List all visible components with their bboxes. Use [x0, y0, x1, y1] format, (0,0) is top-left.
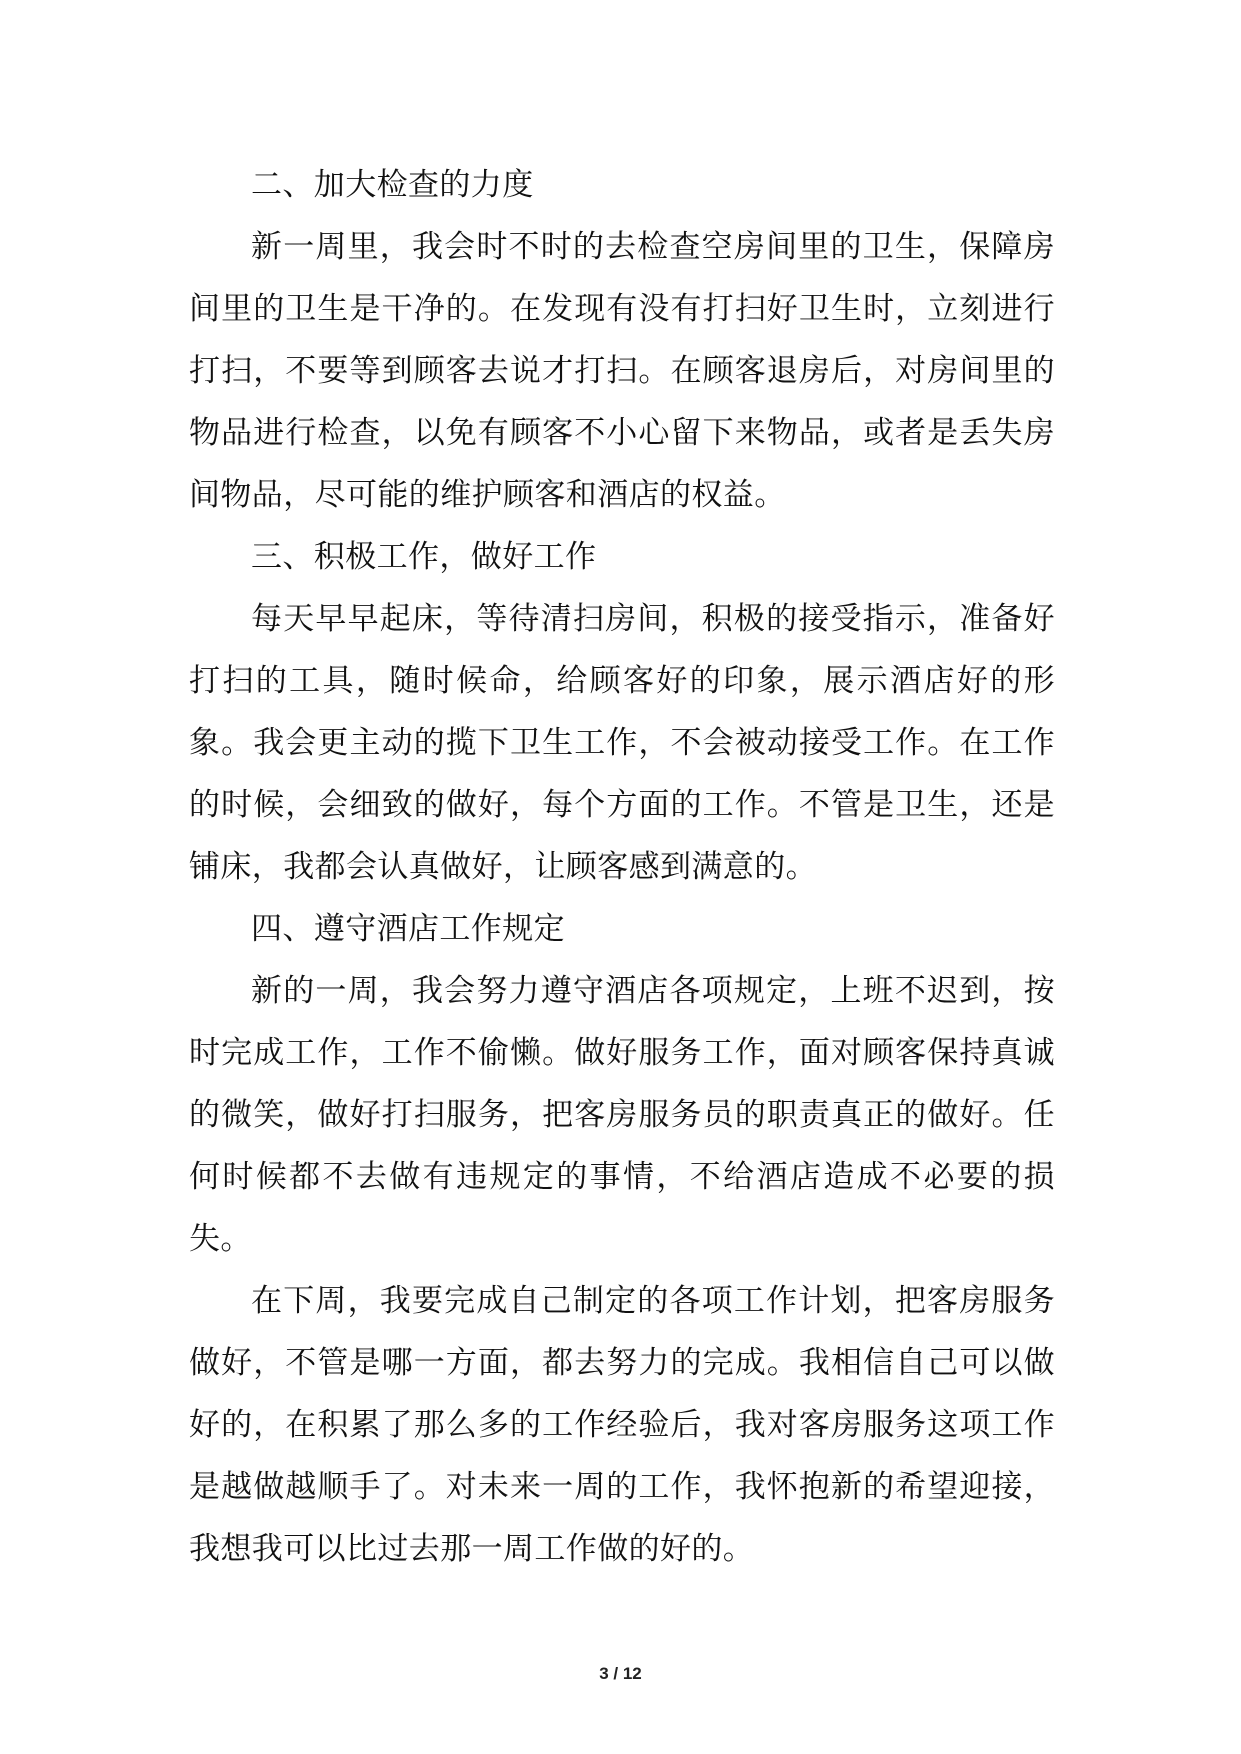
section-heading-3: 三、积极工作，做好工作 [251, 539, 597, 575]
body-paragraph: 在下周，我要完成自己制定的各项工作计划，把客房服务做好，不管是哪一方面，都去努力的完成。我相信自己可以做好的，在积累了那么多的工作经验后，我对客房服务这项工作是越做越顺手了。对未来一周的工作，我怀抱新的希望迎接，我想我可以比过去那一周工作做的好的。 [189, 1283, 1055, 1567]
section-heading-4: 四、遵守酒店工作规定 [251, 911, 565, 947]
body-paragraph: 新的一周，我会努力遵守酒店各项规定，上班不迟到，按时完成工作，工作不偷懒。做好服务工作，面对顾客保持真诚的微笑，做好打扫服务，把客房服务员的职责真正的做好。任何时候都不去做有违规定的事情，不给酒店造成不必要的损失。 [189, 973, 1055, 1257]
section-heading-2: 二、加大检查的力度 [251, 167, 534, 203]
body-paragraph: 新一周里，我会时不时的去检查空房间里的卫生，保障房间里的卫生是干净的。在发现有没有打扫好卫生时，立刻进行打扫，不要等到顾客去说才打扫。在顾客退房后，对房间里的物品进行检查，以免有顾客不小心留下来物品，或者是丢失房间物品，尽可能的维护顾客和酒店的权益。 [189, 229, 1055, 513]
document-body [189, 154, 1055, 1580]
page-number: 3 / 12 [599, 1664, 642, 1683]
body-paragraph: 每天早早起床，等待清扫房间，积极的接受指示，准备好打扫的工具，随时候命，给顾客好的印象，展示酒店好的形象。我会更主动的揽下卫生工作，不会被动接受工作。在工作的时候，会细致的做好，每个方面的工作。不管是卫生，还是铺床，我都会认真做好，让顾客感到满意的。 [189, 601, 1055, 885]
